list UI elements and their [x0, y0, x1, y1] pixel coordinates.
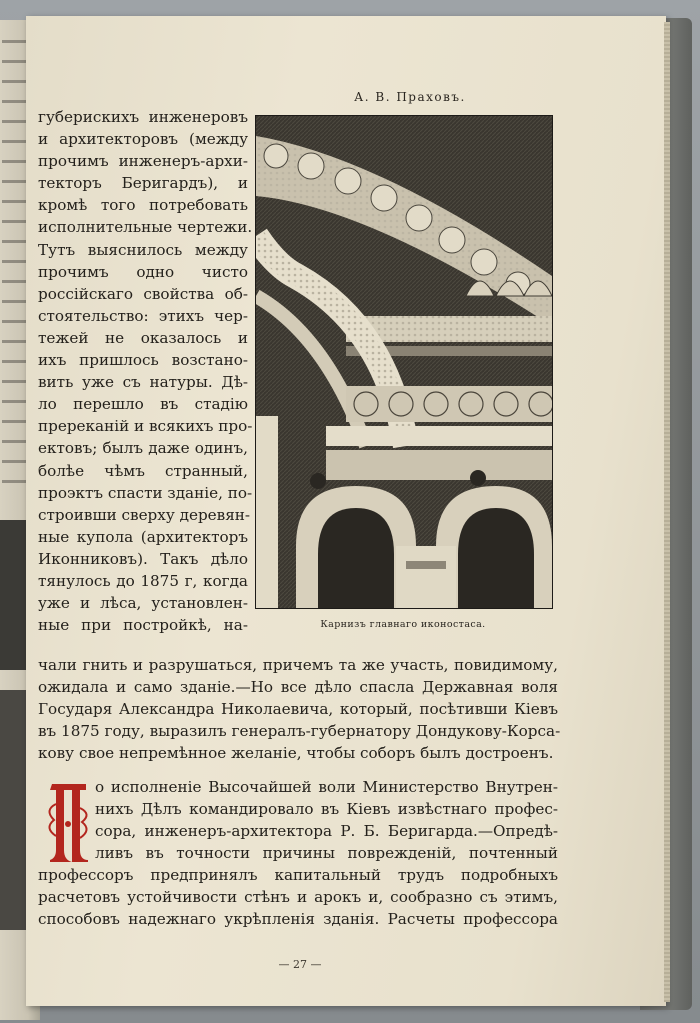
text-line: Иконниковъ). Такъ дѣло: [38, 549, 248, 568]
text-line: чали гнить и разрушаться, причемъ та же участь, повидимому,: [38, 656, 558, 674]
text-line: прочимъ инженеръ-архи-: [38, 152, 248, 171]
text-line: сора, инженеръ-архитектора Р. Б. Беригарда.—Опредѣ-: [95, 822, 558, 841]
text-line: нихъ Дѣлъ командировало въ Кіевъ извѣстнаго профес-: [95, 800, 558, 819]
text-line: болѣе чѣмъ странный,: [38, 461, 248, 480]
text-line: расчетовъ устойчивости стѣнъ и арокъ и, сообразно съ этимъ,: [38, 888, 558, 907]
text-line: пререканій и всякихъ про-: [38, 417, 253, 436]
text-line: въ 1875 году, выразилъ генералъ-губернатору Дондукову-Корса-: [38, 722, 561, 741]
text-line: тежей не оказалось и: [38, 328, 248, 347]
text-line: проэктъ спасти зданіе, по-: [38, 483, 253, 502]
page-number: — 27 —: [278, 958, 322, 971]
text-line: прочимъ одно чисто: [38, 262, 248, 281]
text-line: губерискихъ инженеровъ: [38, 108, 248, 126]
text-line: ливъ въ точности причины поврежденій, почтенный: [95, 844, 558, 863]
text-line: ожидала и само зданіе.—Но все дѣло спасла Державная воля: [38, 678, 558, 697]
page-stack-edge: [664, 22, 670, 1002]
text-line: ные купола (архитекторъ: [38, 527, 248, 546]
decorative-initial: [46, 780, 92, 864]
text-line: кромѣ того потребовать: [38, 196, 248, 215]
text-line: строивши сверху деревян-: [38, 505, 251, 524]
figure-caption: Карнизъ главнаго иконостаса.: [320, 619, 486, 630]
text-line: ихъ пришлось возстано-: [38, 351, 248, 370]
text-line: вить уже съ натуры. Дѣ-: [38, 373, 248, 392]
text-line: ектовъ; былъ даже одинъ,: [38, 439, 248, 458]
text-line: Тутъ выяснилось между: [38, 240, 248, 259]
paragraph-two-continued: [38, 864, 558, 930]
text-line: текторъ Беригардъ), и: [38, 174, 248, 193]
text-line: способовъ надежнаго укрѣпленія зданія. Расчеты профессора: [38, 910, 558, 929]
text-line: профессоръ предпринялъ капитальный трудъ подробныхъ: [38, 866, 558, 884]
text-line: ные при постройкѣ, на-: [38, 616, 248, 635]
text-line: россійскаго свойства об-: [38, 284, 248, 303]
running-head: А. В. Праховъ.: [354, 90, 466, 104]
text-line: исполнительные чертежи.: [38, 218, 253, 237]
text-line: уже и лѣса, установлен-: [38, 594, 248, 613]
dropcap-letter: П: [68, 830, 70, 831]
text-line: о исполненіе Высочайшей воли Министерство Внутрен-: [95, 778, 558, 796]
column-text: [38, 106, 253, 636]
text-line: стоятельство: этихъ чер-: [38, 306, 248, 325]
cornice-engraving: [255, 115, 553, 609]
text-line: тянулось до 1875 г, когда: [38, 571, 248, 590]
text-line: Государя Александра Николаевича, который, посѣтивши Кіевъ: [38, 700, 558, 719]
text-line: и архитекторовъ (между: [38, 130, 248, 149]
full-width-text: [38, 654, 561, 764]
text-line: ло перешло въ стадію: [38, 395, 248, 414]
paragraph-two: [95, 776, 558, 864]
text-line: кову свое непремѣнное желаніе, чтобы соборъ былъ достроенъ.: [38, 744, 554, 763]
